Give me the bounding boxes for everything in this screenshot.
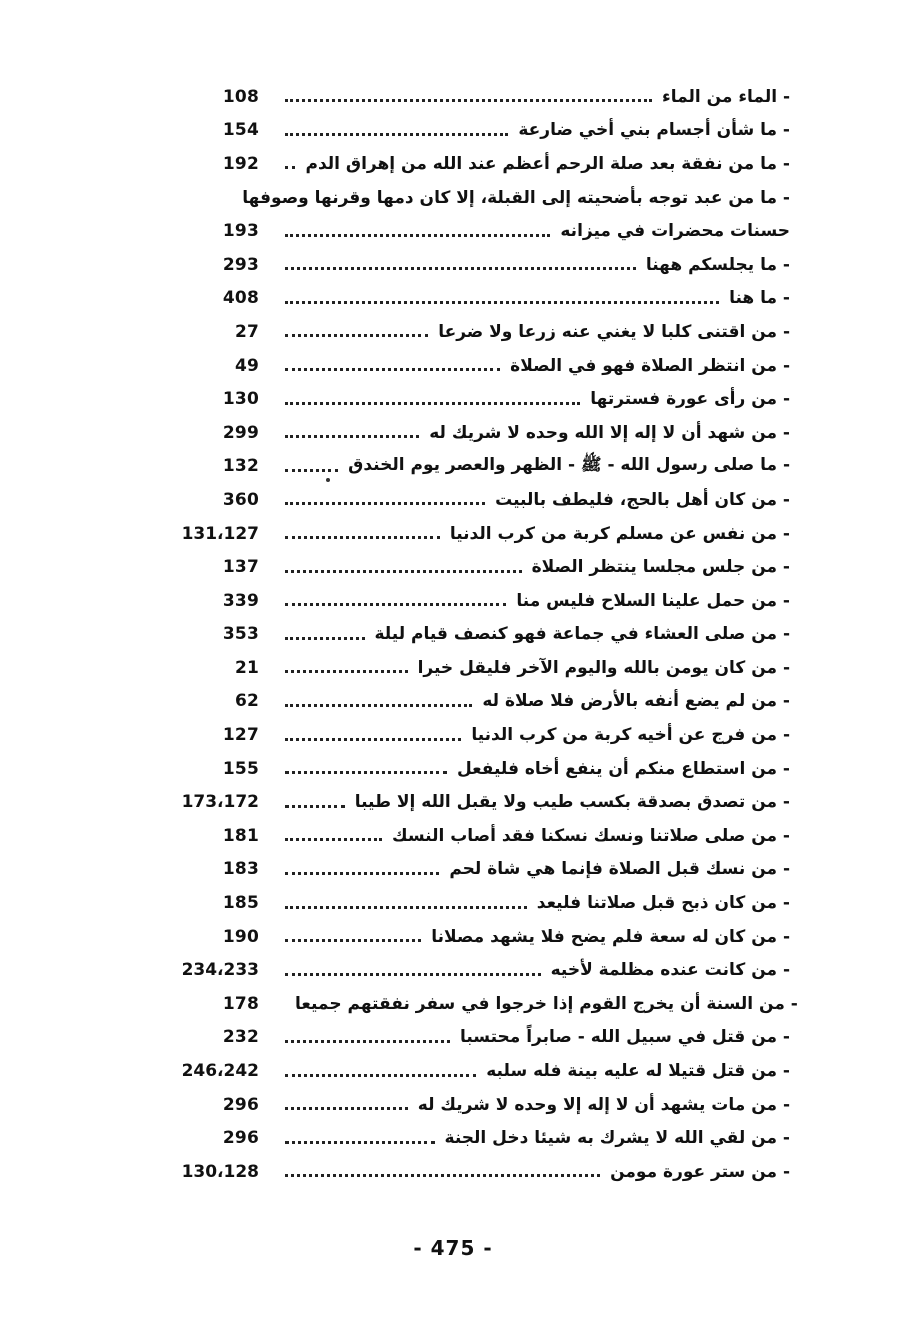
entry-text: - من صلى العشاء في جماعة فهو كنصف قيام ليلة <box>374 624 790 645</box>
index-row <box>175 886 790 920</box>
dot-leader <box>285 824 382 841</box>
dot-leader <box>285 1160 600 1177</box>
dot-leader <box>285 1127 435 1144</box>
dot-leader <box>285 388 580 405</box>
dot-leader <box>285 959 541 976</box>
entry-page-number: 296 <box>222 1128 259 1149</box>
entry-page-number: 296 <box>222 1094 259 1115</box>
dot-leader <box>285 724 461 741</box>
entry-text: - من شهد أن لا إله إلا الله وحده لا شريك له <box>429 422 790 443</box>
dot-leader <box>285 791 345 808</box>
dot-leader <box>285 354 500 371</box>
entry-text: - من مات يشهد أن لا إله إلا وحده لا شريك له <box>417 1094 790 1115</box>
entry-text: - من كانت عنده مظلمة لأخيه <box>550 960 790 981</box>
index-row <box>175 1121 790 1155</box>
entry-page-number: 183 <box>222 859 259 880</box>
index-row <box>175 987 798 1021</box>
entry-page-number: 193 <box>222 221 259 242</box>
entry-text: - من نفس عن مسلم كربة من كرب الدنيا <box>449 523 790 544</box>
dot-leader <box>285 522 440 539</box>
index-row <box>175 685 790 719</box>
dot-leader <box>285 421 419 438</box>
dot-leader <box>285 220 550 237</box>
index-row <box>175 181 790 248</box>
dot-leader <box>285 623 365 640</box>
index-row <box>175 853 790 887</box>
dot-leader <box>285 556 522 573</box>
entry-text: - من اقتنى كلبا لا يغني عنه زرعا ولا ضرعا <box>438 321 790 342</box>
dot-leader <box>285 925 421 942</box>
dot-leader <box>285 455 338 472</box>
entry-text: - من لم يضع أنفه بالأرض فلا صلاة له <box>482 691 790 712</box>
entry-page-number: 132 <box>222 456 259 477</box>
entry-text: - من تصدق بصدقة بكسب طيب ولا يقبل الله إلا طيبا <box>354 792 790 813</box>
dot-leader <box>285 253 636 270</box>
entry-page-number: 137 <box>222 557 259 578</box>
entry-page-number: 21 <box>234 657 259 678</box>
entry-text: - ما هنا <box>729 288 790 309</box>
entry-page-number: 408 <box>222 288 259 309</box>
index-row <box>175 953 790 987</box>
dot-leader <box>285 85 652 102</box>
entry-text: - من كان له سعة فلم يضح فلا يشهد مصلانا <box>431 926 790 947</box>
entry-page-number: 232 <box>222 1027 259 1048</box>
index-row <box>175 785 790 819</box>
entry-text: - من جلس مجلسا ينتظر الصلاة <box>531 557 790 578</box>
entry-text-continuation: حسنات محضرات في ميزانه <box>560 221 790 242</box>
entry-page-number: 181 <box>222 825 259 846</box>
entry-page-number: 299 <box>222 422 259 443</box>
dot-leader <box>285 320 428 337</box>
index-row <box>175 349 790 383</box>
index-row <box>175 315 790 349</box>
index-row <box>175 618 790 652</box>
entry-text: - من قتل في سبيل الله - صابراً محتسبا <box>459 1027 790 1048</box>
entry-text: - من انتظر الصلاة فهو في الصلاة <box>510 355 790 376</box>
entry-page-number: 360 <box>222 489 259 510</box>
dot-leader <box>285 1060 476 1077</box>
index-row <box>175 1155 790 1189</box>
dot-leader <box>285 152 295 169</box>
page-number: - 475 - <box>413 1236 493 1260</box>
index-row <box>175 718 790 752</box>
dot-leader <box>285 690 472 707</box>
index-row <box>175 248 790 282</box>
entry-text: - من ستر عورة مومن <box>610 1161 790 1182</box>
entry-page-number: 127 <box>222 725 259 746</box>
index-row <box>175 752 790 786</box>
entry-text: - ما من نفقة بعد صلة الرحم أعظم عند الله من إهراق الدم <box>305 153 790 174</box>
entry-page-number: 246،242 <box>181 1061 259 1082</box>
index-row <box>175 1054 790 1088</box>
entry-page-number: 130،128 <box>181 1161 259 1182</box>
entry-text: - الماء من الماء <box>662 86 790 107</box>
entry-text: - من كان ذبح قبل صلاتنا فليعد <box>536 893 790 914</box>
entry-text: - ما صلى رسول الله - ﷺ - الظهر والعصر يوم الخندق <box>348 454 790 475</box>
entry-page-number: 192 <box>222 153 259 174</box>
entry-page-number: 62 <box>234 691 259 712</box>
index-row <box>175 483 790 517</box>
index-row <box>175 114 790 148</box>
dot-leader <box>285 287 719 304</box>
index-row <box>175 80 790 114</box>
entry-page-number: 130 <box>222 389 259 410</box>
entry-page-number: 185 <box>222 893 259 914</box>
index-row <box>175 819 790 853</box>
dot-leader <box>285 1026 450 1043</box>
entry-text: - من كان أهل بالحج، فليطف بالبيت <box>495 489 790 510</box>
entry-page-number: 173،172 <box>181 792 259 813</box>
index-row <box>175 450 790 484</box>
entry-text: - من السنة أن يخرج القوم إذا خرجوا في سفر نفقتهم جميعا <box>295 993 798 1014</box>
entry-text: - من قتل قتيلا له عليه بينة فله سلبه <box>486 1061 790 1082</box>
dot-leader <box>285 1093 408 1110</box>
index-row <box>175 550 790 584</box>
index-row <box>175 416 790 450</box>
index-row <box>175 382 790 416</box>
index-row <box>175 282 790 316</box>
dot-leader <box>285 656 408 673</box>
entry-page-number: 234،233 <box>181 960 259 981</box>
entry-page-number: 190 <box>222 926 259 947</box>
entry-page-number: 27 <box>234 321 259 342</box>
dot-leader <box>285 488 485 505</box>
entry-text: - من نسك قبل الصلاة فإنما هي شاة لحم <box>449 859 790 880</box>
index-row <box>175 584 790 618</box>
index-row <box>175 517 790 551</box>
entry-text: - من فرج عن أخيه كربة من كرب الدنيا <box>471 725 790 746</box>
index-row <box>175 651 790 685</box>
entry-text: - من استطاع منكم أن ينفع أخاه فليفعل <box>456 758 790 779</box>
index-row <box>175 147 790 181</box>
entry-text: - من حمل علينا السلاح فليس منا <box>516 590 790 611</box>
index-row <box>175 920 790 954</box>
entry-text: - من كان يومن بالله واليوم الآخر فليقل خيرا <box>417 657 790 678</box>
entry-page-number: 293 <box>222 254 259 275</box>
entry-page-number: 353 <box>222 624 259 645</box>
index-row <box>175 1088 790 1122</box>
entry-page-number: 154 <box>222 120 259 141</box>
dot-leader <box>285 757 447 774</box>
entry-text: - من رأى عورة فسترتها <box>590 389 790 410</box>
dot-leader <box>285 589 506 606</box>
entry-text: - من لقي الله لا يشرك به شيئا دخل الجنة <box>444 1128 790 1149</box>
entry-page-number: 155 <box>222 758 259 779</box>
entry-text: - ما يجلسكم ههنا <box>645 254 790 275</box>
entry-page-number: 178 <box>222 993 259 1014</box>
dot-leader <box>285 119 508 136</box>
dot-leader <box>285 892 527 909</box>
dot-leader <box>285 858 439 875</box>
entry-page-number: 339 <box>222 590 259 611</box>
entry-page-number: 49 <box>234 355 259 376</box>
entry-text: - من صلى صلاتنا ونسك نسكنا فقد أصاب النسك <box>392 825 790 846</box>
entry-text: - ما من عبد توجه بأضحيته إلى القبلة، إلا كان دمها وقرنها وصوفها <box>242 187 790 208</box>
ink-speck <box>326 478 330 482</box>
hadith-index-list <box>175 80 798 1189</box>
entry-text: - ما شأن أجسام بني أخي ضارعة <box>518 120 790 141</box>
entry-page-number: 131،127 <box>181 523 259 544</box>
index-row <box>175 1021 790 1055</box>
entry-page-number: 108 <box>222 86 259 107</box>
